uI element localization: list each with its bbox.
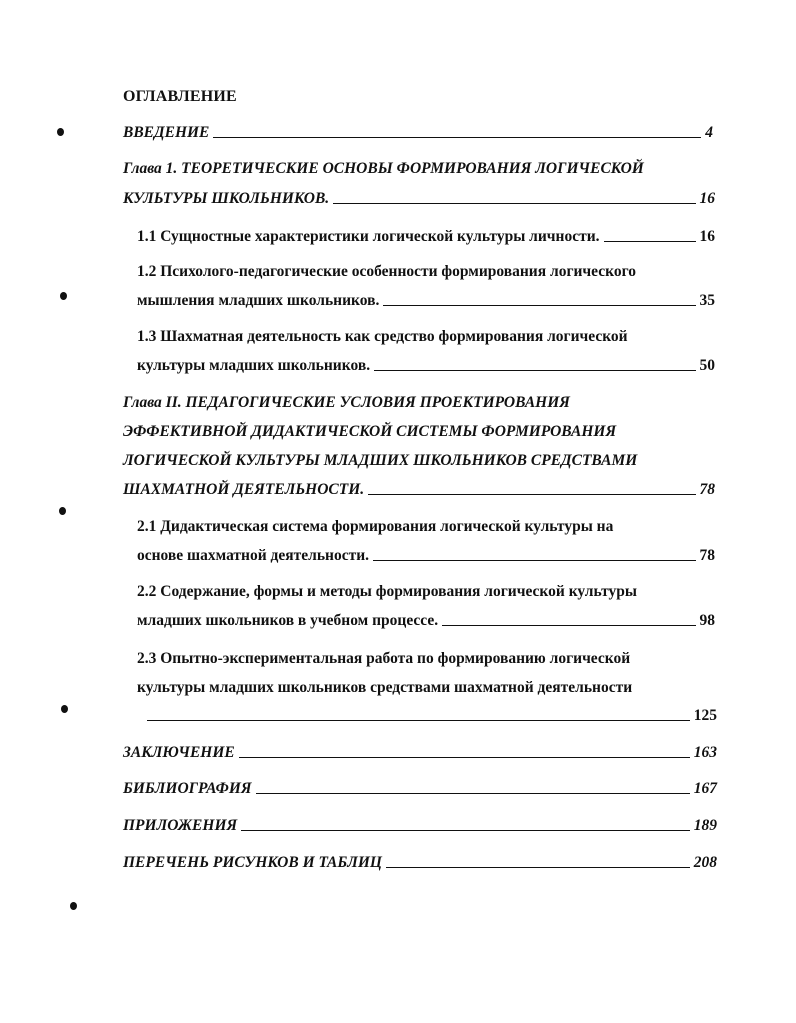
toc-entry-page: 78 [699,481,715,498]
binding-hole-mark [60,292,67,300]
toc-entry-section-2-1[interactable] [137,547,715,565]
toc-entry-page: 98 [699,612,715,629]
toc-entry-section-1-2[interactable] [137,292,715,310]
toc-entry-page: 125 [693,707,717,724]
dot-leader [147,719,690,721]
dot-leader [333,202,695,204]
toc-entry-label: ПЕРЕЧЕНЬ РИСУНКОВ И ТАБЛИЦ [123,854,382,871]
dot-leader [368,493,695,495]
dot-leader [604,240,696,242]
toc-entry-section-2-1-line1: 2.1 Дидактическая система формирования логической культуры на [137,518,614,535]
toc-entry-page: 78 [699,547,715,564]
toc-entry-label: ПРИЛОЖЕНИЯ [123,817,238,834]
binding-hole-mark [61,705,68,713]
toc-entry-chapter2-line3: ЛОГИЧЕСКОЙ КУЛЬТУРЫ МЛАДШИХ ШКОЛЬНИКОВ СРЕДСТВАМИ [123,452,638,469]
toc-entry-conclusion[interactable] [123,744,717,762]
toc-entry-section-2-3[interactable] [143,707,717,725]
toc-entry-section-2-2[interactable] [137,612,715,630]
binding-hole-mark [57,128,64,136]
toc-entry-figures-tables[interactable] [123,854,717,872]
dot-leader [239,756,690,758]
toc-entry-page: 4 [705,124,713,141]
dot-leader [256,792,690,794]
binding-hole-mark [59,507,66,515]
dot-leader [213,136,701,138]
toc-entry-label: культуры младших школьников. [137,357,371,374]
toc-entry-label: КУЛЬТУРЫ ШКОЛЬНИКОВ. [123,190,330,207]
toc-entry-section-1-1[interactable] [137,228,715,246]
toc-entry-section-2-3-line1: 2.3 Опытно-экспериментальная работа по формированию логической [137,650,631,667]
dot-leader [383,304,695,306]
toc-entry-label: ВВЕДЕНИЕ [123,124,210,141]
dot-leader [386,866,690,868]
toc-entry-chapter2-line1: Глава II. ПЕДАГОГИЧЕСКИЕ УСЛОВИЯ ПРОЕКТИРОВАНИЯ [123,394,570,411]
toc-entry-page: 163 [693,744,717,761]
toc-entry-appendices[interactable] [123,817,717,835]
toc-entry-page: 16 [699,190,715,207]
toc-entry-label: БИБЛИОГРАФИЯ [123,780,252,797]
toc-entry-label: ЗАКЛЮЧЕНИЕ [123,744,235,761]
toc-entry-chapter2-line2: ЭФФЕКТИВНОЙ ДИДАКТИЧЕСКОЙ СИСТЕМЫ ФОРМИРОВАНИЯ [123,423,617,440]
toc-entry-section-2-2-line1: 2.2 Содержание, формы и методы формирования логической культуры [137,583,637,600]
toc-entry-chapter1-line1: Глава 1. ТЕОРЕТИЧЕСКИЕ ОСНОВЫ ФОРМИРОВАНИЯ ЛОГИЧЕСКОЙ [123,160,644,177]
toc-entry-page: 167 [693,780,717,797]
toc-entry-label: основе шахматной деятельности. [137,547,370,564]
toc-entry-label: ШАХМАТНОЙ ДЕЯТЕЛЬНОСТИ. [123,481,365,498]
toc-entry-section-1-3[interactable] [137,357,715,375]
toc-title: ОГЛАВЛЕНИЕ [123,88,237,105]
toc-entry-section-1-2-line1: 1.2 Психолого-педагогические особенности формирования логического [137,263,636,280]
toc-entry-label: мышления младших школьников. [137,292,380,309]
toc-entry-section-1-3-line1: 1.3 Шахматная деятельность как средство формирования логической [137,328,628,345]
toc-entry-bibliography[interactable] [123,780,717,798]
toc-entry-chapter1[interactable] [123,190,715,208]
dot-leader [374,369,695,371]
toc-entry-chapter2[interactable] [123,481,715,499]
dot-leader [241,829,690,831]
binding-hole-mark [70,902,77,910]
toc-entry-section-2-3-line2: культуры младших школьников средствами шахматной деятельности [137,679,633,696]
toc-entry-label: младших школьников в учебном процессе. [137,612,439,629]
dot-leader [373,559,695,561]
toc-entry-page: 35 [699,292,715,309]
toc-entry-intro[interactable] [123,124,713,142]
toc-entry-label: 1.1 Сущностные характеристики логической культуры личности. [137,228,600,245]
toc-entry-page: 208 [693,854,717,871]
dot-leader [442,624,695,626]
toc-entry-page: 189 [693,817,717,834]
toc-entry-page: 50 [699,357,715,374]
toc-entry-page: 16 [699,228,715,245]
